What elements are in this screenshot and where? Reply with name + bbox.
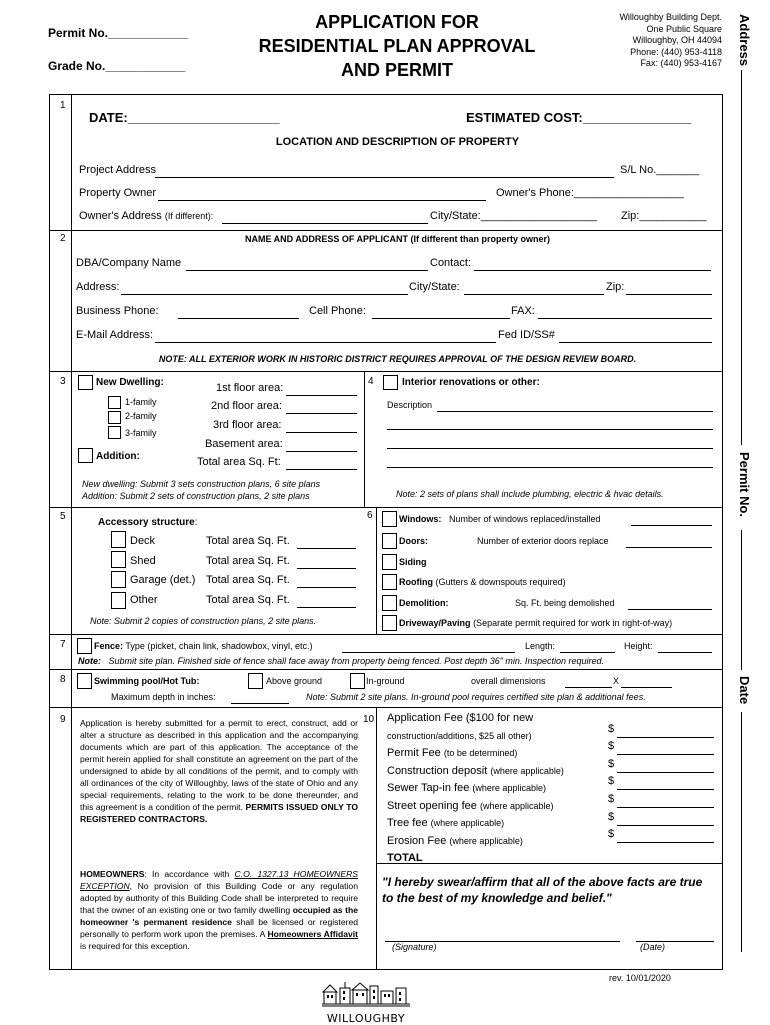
dept-name: Willoughby Building Dept. [619,12,722,22]
sep-7-8 [49,669,723,670]
construction-deposit-input[interactable] [617,772,714,773]
erosion-fee-input[interactable] [617,842,714,843]
dimension-x: X [613,676,620,686]
construction-deposit-row [387,765,564,777]
family-2-label: 2-family [125,411,157,421]
fence-height-label: Height: [624,641,653,651]
sl-no-field[interactable]: S/L No._______ [620,164,700,176]
new-dwelling-note: New dwelling: Submit 3 sets construction plans, 6 site plans [82,479,321,489]
title-line-1: APPLICATION FOR [315,12,479,32]
cell-phone-label: Cell Phone: [309,305,366,317]
other-checkbox[interactable] [111,592,126,609]
accessory-structure-label [98,517,198,528]
willoughby-logo [320,978,412,1025]
tree-fee-note: (where applicable) [430,818,505,828]
sewer-fee-note: (where applicable) [472,783,546,793]
sep-5-7 [49,634,723,635]
demolition-checkbox[interactable] [382,595,397,611]
fence-checkbox[interactable] [77,638,92,654]
description-input-4[interactable] [387,467,713,468]
contact-label: Contact: [430,257,471,269]
interior-plans-note: Note: 2 sets of plans shall include plumbing, electric & hvac details. [396,489,664,499]
tree-fee-dollar: $ [608,811,615,823]
family-3-checkbox[interactable] [108,426,121,439]
addition-label: Addition: [96,451,140,462]
siding-label: Siding [399,557,427,567]
application-fee-input[interactable] [617,737,714,738]
street-opening-fee-row [387,800,554,812]
erosion-fee-note: (where applicable) [449,836,523,846]
sep-8-9 [49,707,723,708]
email-input[interactable] [155,342,496,343]
dba-label: DBA/Company Name [76,257,182,269]
pool-checkbox[interactable] [77,673,92,689]
doors-label: Doors: [399,536,428,546]
fence-type-input[interactable] [342,652,515,653]
deck-checkbox[interactable] [111,531,126,548]
third-floor-input[interactable] [286,432,357,433]
garage-label: Garage (det.) [130,574,196,586]
applicant-address-input[interactable] [121,294,408,295]
street-opening-fee-input[interactable] [617,807,714,808]
shed-total-label: Total area Sq. Ft. [206,555,290,567]
dept-fax: Fax: (440) 953-4167 [640,58,722,68]
new-dwelling-checkbox[interactable] [78,375,93,390]
co-reference: C.O. 1327.13 HOMEOWNERS EXCEPTION [80,869,359,891]
permit-no-field[interactable]: Permit No.____________ [48,26,189,40]
estimated-cost-field[interactable]: ESTIMATED COST:_______________ [466,110,692,125]
fence-length-input[interactable] [560,652,615,653]
deck-label: Deck [130,535,156,547]
city-skyline-icon [320,978,412,1008]
dept-street: One Public Square [646,23,722,34]
accessory-plans-note: Note: Submit 2 copies of construction plans, 2 site plans. [90,616,317,626]
construction-deposit-note: (where applicable) [490,766,564,776]
tree-fee-row [387,817,504,829]
section-number-1: 1 [60,100,66,111]
number-column-divider [71,94,72,970]
homeowners-text-c: shall be licensed or registered personally to perform work upon the premises. A [80,917,359,939]
construction-deposit-label: Construction deposit [387,765,488,777]
fence-height-input[interactable] [658,652,712,653]
third-floor-label: 3rd floor area: [213,419,282,431]
family-1-checkbox[interactable] [108,396,121,409]
application-fee-label: Application Fee ($100 for new [387,712,534,724]
total-area-label: Total area Sq. Ft: [197,456,281,468]
business-phone-input[interactable] [178,318,299,319]
fed-id-label: Fed ID/SS# [498,329,555,341]
garage-total-label: Total area Sq. Ft. [206,574,290,586]
fax-label: FAX: [511,305,535,317]
section-number-9: 9 [60,714,66,725]
applicant-zip-label: Zip: [606,281,625,293]
homeowners-label: HOMEOWNERS [80,869,145,879]
title-line-2: RESIDENTIAL PLAN APPROVAL [258,36,536,56]
description-input-3[interactable] [387,448,713,449]
fence-note-text: Submit site plan. Finished side of fence shall face away from property being fenced. Post depth 36" min. Inspection required. [108,656,604,666]
project-address-label: Project Address [79,164,157,176]
sep-1-2 [49,230,723,231]
application-agreement [80,717,358,825]
doors-count-input[interactable] [626,547,712,548]
street-opening-fee-dollar: $ [608,793,615,805]
pool-width-input[interactable] [621,687,672,688]
section-number-6: 6 [367,510,373,521]
contact-input[interactable] [474,270,711,271]
homeowners-text-a: In accordance with [152,869,230,879]
erosion-fee-label: Erosion Fee [387,835,447,847]
driveway-text: (Separate permit required for work in right-of-way) [473,618,673,628]
agreement-text: Application is hereby submitted for a permit to erect, construct, add or alter a structure as described in this application and the accompanying documents which are part of this application. The acceptance of the permit herein applied for shall constitute an agreement on the part of the undersigned to abide by all conditions of the permit, and to comply with all ordinances of the city of Willoughby, laws of the state of Ohio and any special requirements, relating to the work to be done thereunder, and this agreement is a condition of the permit. [80,718,358,812]
section-number-7: 7 [60,639,66,650]
owner-address-label [79,210,213,222]
pool-length-input[interactable] [565,687,612,688]
interior-renovations-label: Interior renovations or other: [402,377,540,388]
applicant-zip-input[interactable] [626,294,712,295]
historic-district-note: NOTE: ALL EXTERIOR WORK IN HISTORIC DISTRICT REQUIRES APPROVAL OF THE DESIGN REVIEW BOARD. [158,354,637,364]
family-1-label: 1-family [125,397,157,407]
second-floor-label: 2nd floor area: [211,400,282,412]
description-input-2[interactable] [387,429,713,430]
location-heading: LOCATION AND DESCRIPTION OF PROPERTY [275,136,520,148]
description-input-1[interactable] [437,411,713,412]
section-number-8: 8 [60,674,66,685]
homeowners-text-d: is required for this exception. [80,941,190,951]
windows-checkbox[interactable] [382,511,397,527]
owner-address-input[interactable] [222,223,428,224]
roofing-row [399,577,566,587]
section-number-5: 5 [60,511,66,522]
title-line-3: AND PERMIT [341,60,453,80]
construction-deposit-dollar: $ [608,758,615,770]
section-number-3: 3 [60,376,66,387]
description-label: Description [387,400,433,410]
demolition-label: Demolition: [399,598,449,608]
fence-text: Type (picket, chain link, shadowbox, vinyl, etc.) [125,641,313,651]
dept-city: Willoughby, OH 44094 [632,35,722,45]
shed-total-input[interactable] [297,568,356,569]
garage-total-input[interactable] [297,587,356,588]
occupied-text: occupied as the homeowner 's permanent residence [80,905,359,927]
pool-note: Note: Submit 2 site plans. In-ground pool requires certified site plan & additional fees. [306,692,646,702]
basement-label: Basement area: [205,438,283,450]
fence-label: Fence: [94,641,124,651]
fence-row [94,641,312,651]
windows-count-input[interactable] [631,525,712,526]
property-owner-label: Property Owner [79,187,157,199]
driveway-label: Driveway/Paving [399,618,471,628]
doors-checkbox[interactable] [382,533,397,549]
second-floor-input[interactable] [286,413,357,414]
email-label: E-Mail Address: [76,329,154,341]
owner-address-text: Owner's Address [79,210,162,222]
homeowners-affidavit: Homeowners Affidavit [267,929,359,939]
dept-address [619,12,722,70]
driveway-row [399,618,672,628]
roofing-checkbox[interactable] [382,574,397,590]
side-label-address: Address [737,14,752,67]
date-field[interactable]: DATE:_____________________ [89,110,280,125]
fax-input[interactable] [538,318,712,319]
erosion-fee-row [387,835,523,847]
above-ground-checkbox[interactable] [248,673,263,689]
side-label-permit-no: Permit No. [737,452,752,518]
sewer-fee-dollar: $ [608,775,615,787]
application-fee-dollar: $ [608,723,615,735]
inground-checkbox[interactable] [350,673,365,689]
accessory-structure-colon: : [194,517,198,528]
owner-zip-field[interactable]: Zip:___________ [621,210,707,222]
other-label: Other [130,594,158,606]
total-fee-label: TOTAL [387,852,423,864]
tree-fee-input[interactable] [617,825,714,826]
tree-fee-label: Tree fee [387,817,428,829]
family-3-label: 3-family [125,428,157,438]
demolition-sqft-input[interactable] [628,609,712,610]
side-label-date: Date [737,676,752,705]
dept-phone: Phone: (440) 953-4118 [630,46,722,57]
date-caption: (Date) [640,942,666,952]
side-line-permit [741,530,742,670]
driveway-checkbox[interactable] [382,615,397,631]
applicant-heading: NAME AND ADDRESS OF APPLICANT (If different than property owner) [244,234,550,244]
owner-city-state-field[interactable]: City/State:___________________ [430,210,597,222]
permit-fee-row [387,747,517,759]
applicant-city-state-input[interactable] [464,294,604,295]
side-line-date [741,712,742,952]
addition-checkbox[interactable] [78,448,93,463]
form-title [238,10,556,82]
shed-checkbox[interactable] [111,551,126,568]
other-total-input[interactable] [297,607,356,608]
deck-total-label: Total area Sq. Ft. [206,535,290,547]
family-2-checkbox[interactable] [108,411,121,424]
divider-5-6 [376,507,377,634]
sewer-fee-label: Sewer Tap-in fee [387,782,470,794]
permits-registered-text: PERMITS ISSUED ONLY TO REGISTERED CONTRACTORS. [80,802,359,824]
applicant-city-state-label: City/State: [409,281,460,293]
owner-phone-field[interactable]: Owner's Phone:__________________ [496,187,685,199]
street-opening-fee-label: Street opening fee [387,800,477,812]
shed-label: Shed [130,555,156,567]
applicant-address-label: Address: [76,281,120,293]
project-address-input[interactable] [155,177,614,178]
section-number-4: 4 [368,376,374,387]
grade-no-field[interactable]: Grade No.____________ [48,59,186,73]
fence-length-label: Length: [525,641,556,651]
overall-dimensions-label: overall dimensions [471,676,546,686]
permit-fee-dollar: $ [608,740,615,752]
sep-3-5 [49,507,723,508]
max-depth-label: Maximum depth in inches: [111,692,216,702]
sewer-fee-row [387,782,546,794]
roofing-label: Roofing [399,577,433,587]
logo-wordmark: WILLOUGHBY [326,1012,406,1025]
fed-id-input[interactable] [559,342,712,343]
permit-fee-note: (to be determined) [443,748,518,758]
homeowners-exception: HOMEOWNERS: In accordance with C.O. 1327.13 HOMEOWNERS EXCEPTION, No provision of this Building Code or any regulation adopted by authority of this Building Code shall be interpreted to require that the owner of an existing one or two family dwelling occupied as the homeowner 's permanent residence shall be licensed or registered personally to perform work upon the premises. A Homeowners Affidavit is required for this exception. [80,869,359,951]
dba-input[interactable] [186,270,428,271]
other-total-label: Total area Sq. Ft. [206,594,290,606]
siding-checkbox[interactable] [382,554,397,570]
garage-checkbox[interactable] [111,571,126,588]
basement-input[interactable] [286,451,357,452]
permit-fee-input[interactable] [617,754,714,755]
windows-label: Windows: [399,514,442,524]
max-depth-input[interactable] [231,703,289,704]
pool-label: Swimming pool/Hot Tub: [94,676,200,686]
first-floor-label: 1st floor area: [216,382,284,394]
fence-note-label: Note: [78,656,101,666]
doors-text: Number of exterior doors replace [477,536,609,546]
homeowners-text-b: , No provision of this Building Code or any regulation adopted by authority of this Building Code shall be interpreted to require that the owner of an existing one or two family dwelling [80,881,358,915]
demolition-text: Sq. Ft. being demolished [515,598,615,608]
if-different-text: (If different): [164,211,214,221]
section-number-2: 2 [60,233,66,244]
accessory-structure-text: Accessory structure [98,517,195,528]
street-opening-fee-note: (where applicable) [479,801,554,811]
total-area-input[interactable] [286,469,357,470]
sewer-fee-input[interactable] [617,789,714,790]
interior-renovations-checkbox[interactable] [383,375,398,390]
first-floor-input[interactable] [286,395,357,396]
roofing-text: (Gutters & downspouts required) [435,577,566,587]
form-frame [49,94,723,970]
new-dwelling-label: New Dwelling: [96,377,164,388]
divider-9-10 [376,707,377,970]
deck-total-input[interactable] [297,548,356,549]
property-owner-input[interactable] [158,200,486,201]
side-line-address [741,70,742,445]
revision-date: rev. 10/01/2020 [609,973,671,983]
cell-phone-input[interactable] [372,318,510,319]
business-phone-label: Business Phone: [76,305,159,317]
affirmation-statement: "I hereby swear/affirm that all of the above facts are true to the best of my knowledge and belief." [382,875,703,905]
application-fee-sublabel: construction/additions, $25 all other) [387,731,532,741]
fence-note [78,656,604,666]
above-ground-label: Above ground [266,676,323,686]
inground-label: In-ground [366,676,405,686]
windows-row [399,514,601,524]
divider-3-4 [364,371,365,507]
divider-fee-affirm [376,863,723,864]
signature-caption: (Signature) [392,942,437,952]
section-number-10: 10 [363,714,375,725]
windows-text: Number of windows replaced/installed [448,514,601,524]
permit-fee-label: Permit Fee [387,747,441,759]
addition-note: Addition: Submit 2 sets of construction plans, 2 site plans [82,491,310,501]
erosion-fee-dollar: $ [608,828,615,840]
sep-2-3 [49,371,723,372]
